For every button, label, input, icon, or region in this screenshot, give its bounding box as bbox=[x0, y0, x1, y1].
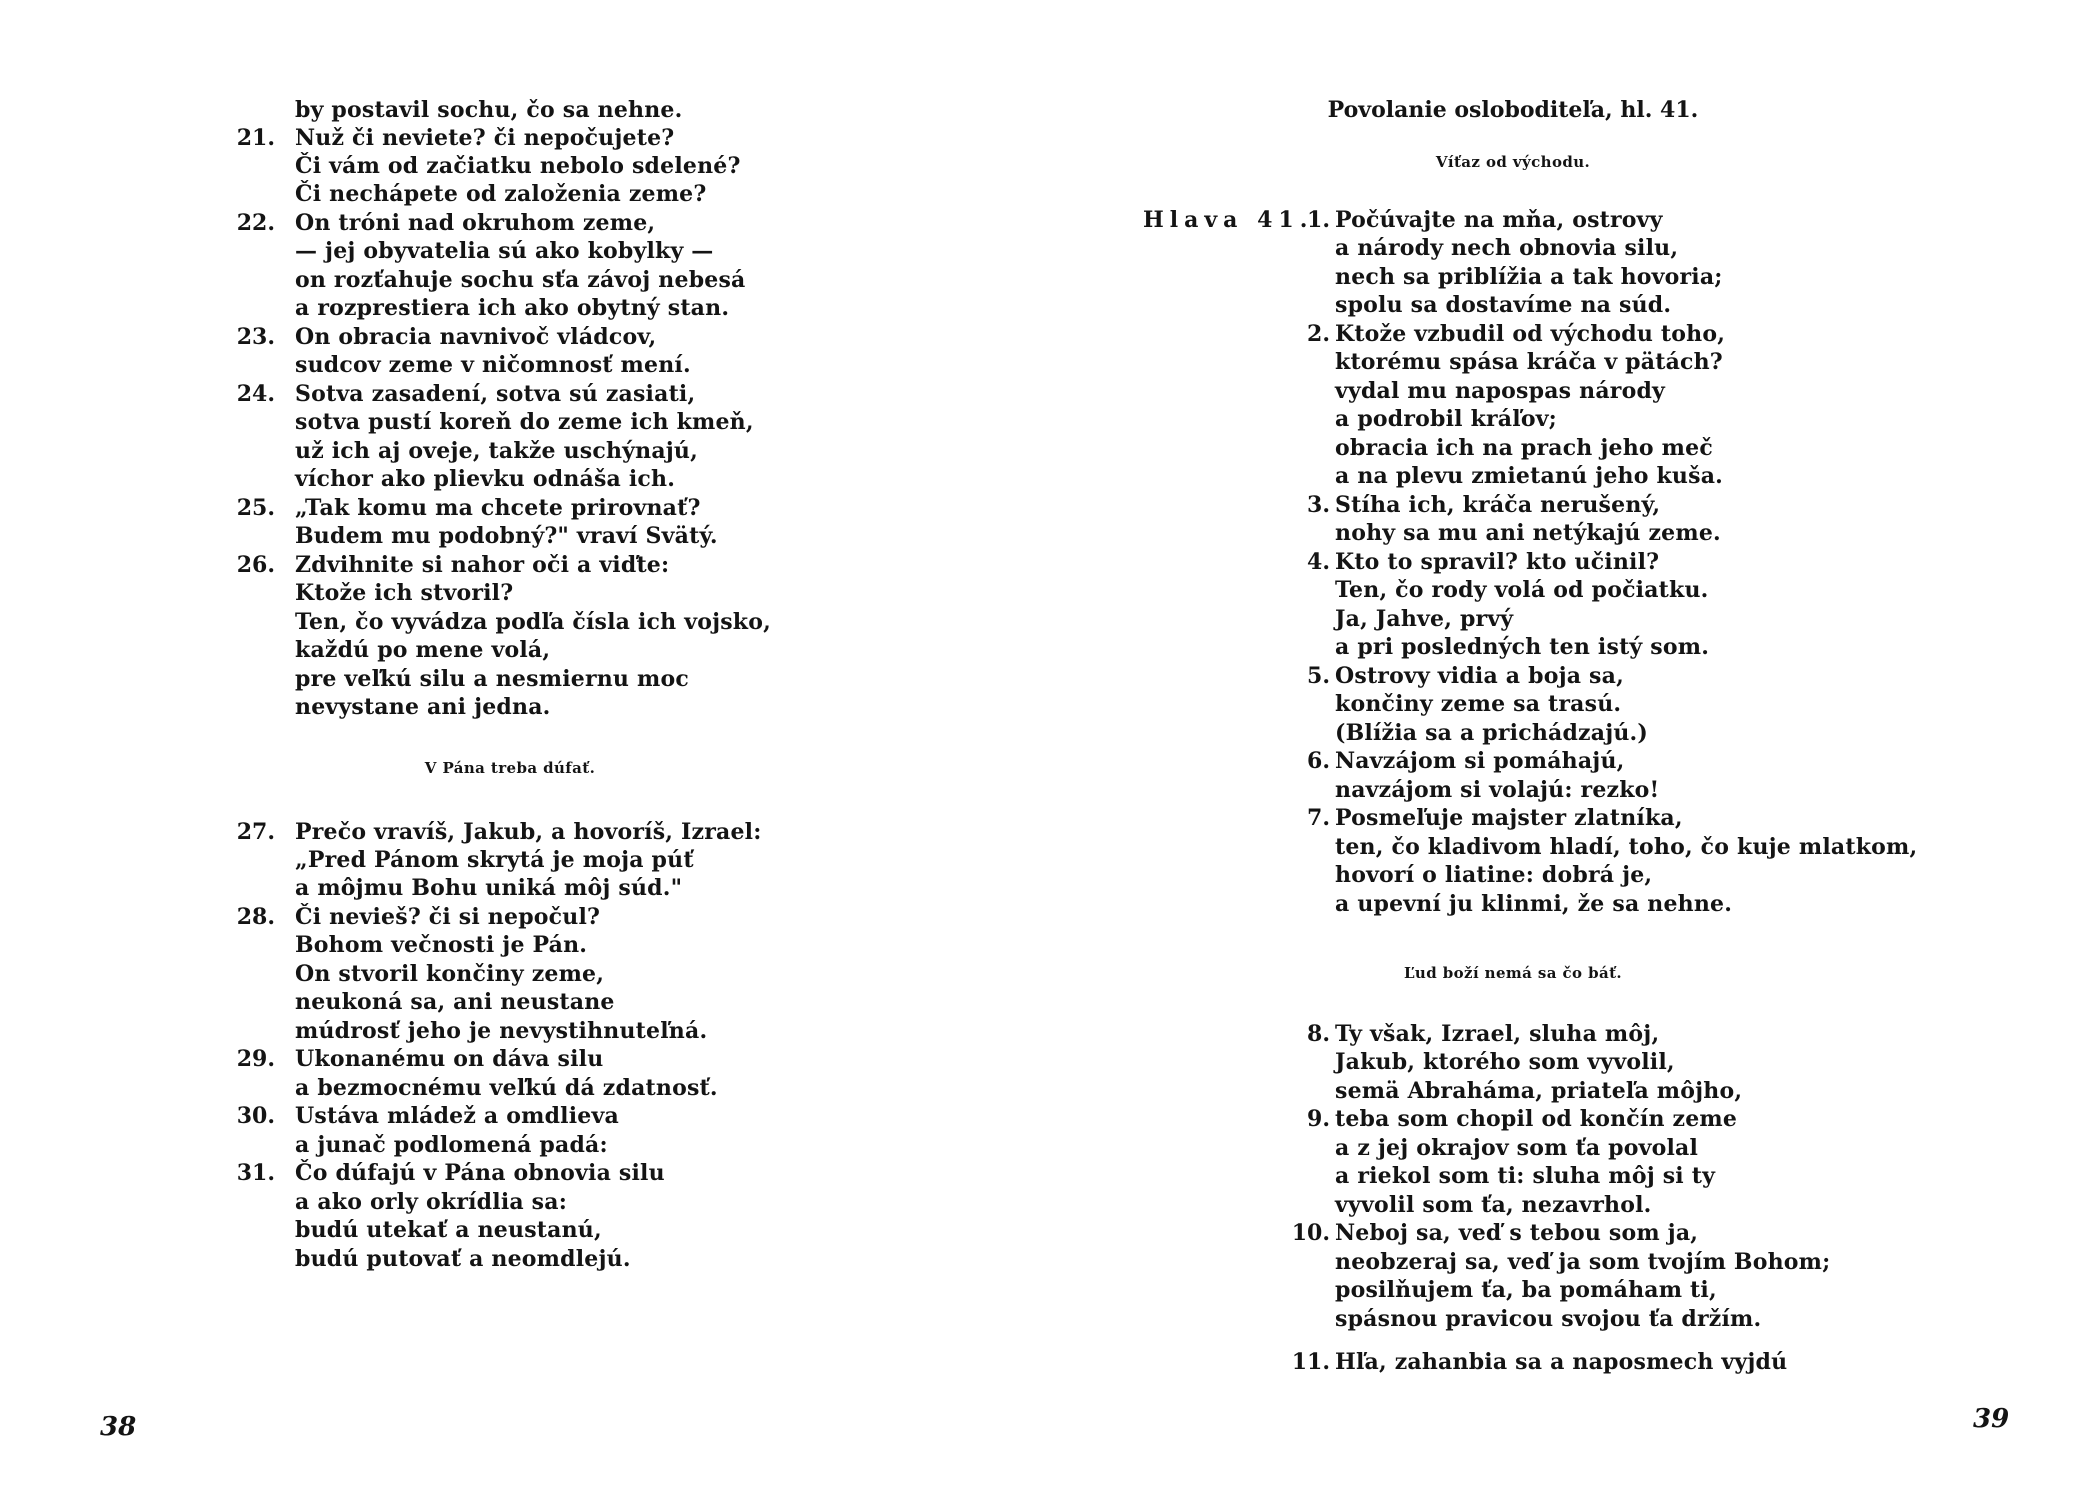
text-line: a pri posledných ten istý som. bbox=[1335, 634, 1710, 660]
text-line: Bohom večnosti je Pán. bbox=[295, 932, 588, 958]
text-line: spolu sa dostavíme na súd. bbox=[1335, 292, 1672, 318]
text-line: sudcov zeme v ničomnosť mení. bbox=[295, 352, 691, 378]
verse-number: 4. bbox=[1307, 549, 1330, 575]
text-line: Sotva zasadení, sotva sú zasiati, bbox=[295, 381, 696, 407]
verse-number: 6. bbox=[1307, 748, 1330, 774]
verse-number: 31. bbox=[236, 1160, 275, 1186]
text-line: Či vám od začiatku nebolo sdelené? bbox=[295, 153, 741, 179]
text-line: obracia ich na prach jeho meč bbox=[1335, 435, 1713, 461]
text-line: nech sa priblížia a tak hovoria; bbox=[1335, 264, 1723, 290]
text-line: neukoná sa, ani neustane bbox=[295, 989, 615, 1015]
text-line: (Blížia sa a prichádzajú.) bbox=[1335, 720, 1649, 746]
verse-number: 3. bbox=[1307, 492, 1330, 518]
text-line: Ten, čo vyvádza podľa čísla ich vojsko, bbox=[295, 609, 771, 635]
section-heading: Ľud boží nemá sa čo báť. bbox=[1403, 964, 1623, 982]
text-line: Ukonanému on dáva silu bbox=[295, 1046, 604, 1072]
text-line: pre veľkú silu a nesmiernu moc bbox=[295, 666, 689, 692]
text-line: Posmeľuje majster zlatníka, bbox=[1335, 805, 1683, 831]
verse-number: 2. bbox=[1307, 321, 1330, 347]
text-line: teba som chopil od končín zeme bbox=[1335, 1106, 1738, 1132]
verse-number: 21. bbox=[236, 125, 275, 151]
text-line: končiny zeme sa trasú. bbox=[1335, 691, 1622, 717]
text-line: budú utekať a neustanú, bbox=[295, 1217, 602, 1243]
text-line: spásnou pravicou svojou ťa držím. bbox=[1335, 1306, 1762, 1332]
text-line: On obracia navnivoč vládcov, bbox=[295, 324, 657, 350]
text-line: ktorému spása kráča v pätách? bbox=[1335, 349, 1723, 375]
text-line: On tróni nad okruhom zeme, bbox=[295, 210, 656, 236]
text-line: On stvoril končiny zeme, bbox=[295, 961, 605, 987]
text-line: a môjmu Bohu uniká môj súd." bbox=[295, 875, 683, 901]
text-line: a ako orly okrídlia sa: bbox=[295, 1189, 568, 1215]
verse-number: 10. bbox=[1291, 1220, 1330, 1246]
verse-number: 28. bbox=[236, 904, 275, 930]
text-line: Neboj sa, veď s tebou som ja, bbox=[1335, 1220, 1699, 1246]
text-line: vydal mu napospas národy bbox=[1335, 378, 1666, 404]
text-line: Čo dúfajú v Pána obnovia silu bbox=[295, 1160, 665, 1186]
text-line: a rozprestiera ich ako obytný stan. bbox=[295, 295, 730, 321]
text-line: víchor ako plievku odnáša ich. bbox=[295, 466, 676, 492]
verse-number: 11. bbox=[1291, 1349, 1330, 1375]
text-line: Ja, Jahve, prvý bbox=[1335, 606, 1514, 632]
text-line: Či nevieš? či si nepočul? bbox=[295, 904, 601, 930]
page-number: 39 bbox=[1973, 1404, 2010, 1434]
text-line: Počúvajte na mňa, ostrovy bbox=[1335, 207, 1663, 233]
text-line: Ty však, Izrael, sluha môj, bbox=[1335, 1021, 1660, 1047]
verse-number: 30. bbox=[236, 1103, 275, 1129]
chapter-label: Hlava 41. bbox=[1143, 207, 1314, 233]
text-line: Navzájom si pomáhajú, bbox=[1335, 748, 1625, 774]
text-line: Ustáva mládež a omdlieva bbox=[295, 1103, 619, 1129]
verse-number: 23. bbox=[236, 324, 275, 350]
text-line: Či nechápete od založenia zeme? bbox=[295, 181, 707, 207]
text-line: ten, čo kladivom hladí, toho, čo kuje mlatkom, bbox=[1335, 834, 1918, 860]
text-line: „Pred Pánom skrytá je moja púť bbox=[295, 847, 694, 873]
text-line: a z jej okrajov som ťa povolal bbox=[1335, 1135, 1699, 1161]
text-line: budú putovať a neomdlejú. bbox=[295, 1246, 631, 1272]
text-line: by postavil sochu, čo sa nehne. bbox=[295, 97, 683, 123]
verse-number: 22. bbox=[236, 210, 275, 236]
text-line: Hľa, zahanbia sa a naposmech vyjdú bbox=[1335, 1349, 1788, 1375]
text-line: Stíha ich, kráča nerušený, bbox=[1335, 492, 1661, 518]
text-line: a upevní ju klinmi, že sa nehne. bbox=[1335, 891, 1733, 917]
text-line: Nuž či neviete? či nepočujete? bbox=[295, 125, 675, 151]
text-line: a národy nech obnovia silu, bbox=[1335, 235, 1679, 261]
text-line: „Tak komu ma chcete prirovnať? bbox=[295, 495, 701, 521]
text-line: Prečo vravíš, Jakub, a hovoríš, Izrael: bbox=[295, 819, 762, 845]
text-line: Budem mu podobný?" vraví Svätý. bbox=[295, 523, 718, 549]
verse-number: 26. bbox=[236, 552, 275, 578]
text-line: navzájom si volajú: rezko! bbox=[1335, 777, 1660, 803]
text-line: neobzeraj sa, veď ja som tvojím Bohom; bbox=[1335, 1249, 1831, 1275]
text-line: Kto to spravil? kto učinil? bbox=[1335, 549, 1660, 575]
text-line: a riekol som ti: sluha môj si ty bbox=[1335, 1163, 1716, 1189]
text-line: Ktože vzbudil od východu toho, bbox=[1335, 321, 1726, 347]
page-number: 38 bbox=[100, 1412, 137, 1442]
text-line: — jej obyvatelia sú ako kobylky — bbox=[295, 238, 714, 264]
verse-number: 7. bbox=[1307, 805, 1330, 831]
verse-number: 5. bbox=[1307, 663, 1330, 689]
verse-number: 27. bbox=[236, 819, 275, 845]
section-heading: Víťaz od východu. bbox=[1435, 153, 1591, 171]
verse-number: 8. bbox=[1307, 1021, 1330, 1047]
text-line: Jakub, ktorého som vyvolil, bbox=[1335, 1049, 1675, 1075]
text-line: on rozťahuje sochu sťa závoj nebesá bbox=[295, 267, 746, 293]
verse-number: 24. bbox=[236, 381, 275, 407]
verse-number: 25. bbox=[236, 495, 275, 521]
text-line: už ich aj oveje, takže uschýnajú, bbox=[295, 438, 698, 464]
chapter-title: Povolanie osloboditeľa, hl. 41. bbox=[1327, 97, 1699, 123]
text-line: múdrosť jeho je nevystihnuteľná. bbox=[295, 1018, 708, 1044]
text-line: nohy sa mu ani netýkajú zeme. bbox=[1335, 520, 1721, 546]
verse-number: 1. bbox=[1307, 207, 1330, 233]
section-heading: V Pána treba dúfať. bbox=[424, 759, 596, 777]
text-line: Ktože ich stvoril? bbox=[295, 580, 514, 606]
right-page bbox=[1043, 0, 2086, 1500]
text-line: a junač podlomená padá: bbox=[295, 1132, 608, 1158]
text-line: Zdvihnite si nahor oči a viďte: bbox=[295, 552, 670, 578]
text-line: nevystane ani jedna. bbox=[295, 694, 551, 720]
text-line: Ten, čo rody volá od počiatku. bbox=[1335, 577, 1709, 603]
text-line: a podrobil kráľov; bbox=[1335, 406, 1557, 432]
text-line: vyvolil som ťa, nezavrhol. bbox=[1335, 1192, 1652, 1218]
text-line: sotva pustí koreň do zeme ich kmeň, bbox=[295, 409, 754, 435]
text-line: hovorí o liatine: dobrá je, bbox=[1335, 862, 1653, 888]
text-line: semä Abraháma, priateľa môjho, bbox=[1335, 1078, 1743, 1104]
text-line: a na plevu zmietanú jeho kuša. bbox=[1335, 463, 1724, 489]
text-line: posilňujem ťa, ba pomáham ti, bbox=[1335, 1277, 1717, 1303]
verse-number: 29. bbox=[236, 1046, 275, 1072]
text-line: a bezmocnému veľkú dá zdatnosť. bbox=[295, 1075, 718, 1101]
text-line: každú po mene volá, bbox=[295, 637, 551, 663]
text-line: Ostrovy vidia a boja sa, bbox=[1335, 663, 1624, 689]
verse-number: 9. bbox=[1307, 1106, 1330, 1132]
